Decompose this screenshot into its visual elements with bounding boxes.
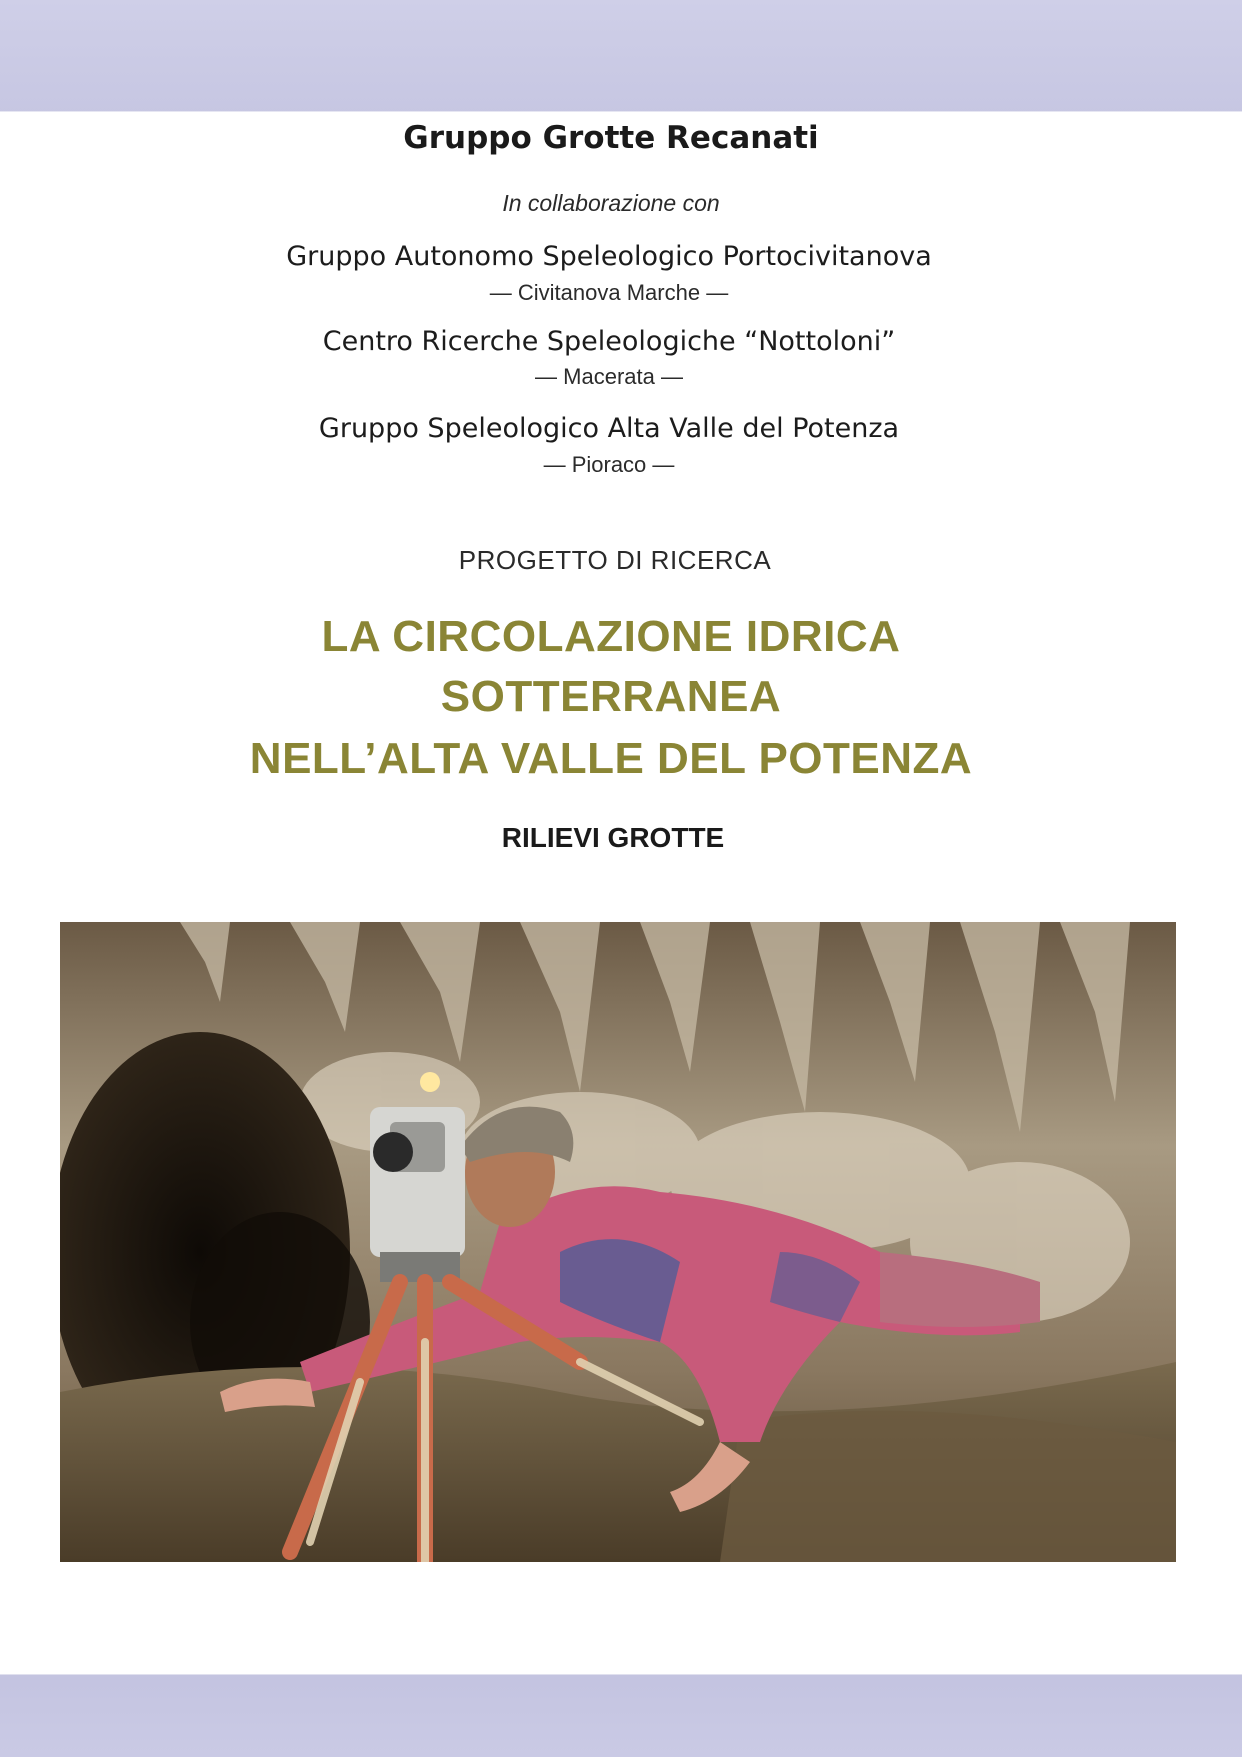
cave-survey-photo (60, 922, 1176, 1562)
scan-margin-bottom (0, 1668, 1242, 1757)
partner-name-3: Gruppo Speleologico Alta Valle del Potenza (318, 413, 900, 444)
partner-name-1: Gruppo Autonomo Speleologico Portocivitanova (286, 241, 932, 272)
cave-photo-illustration (60, 922, 1176, 1562)
partner-place-3: — Pioraco — (543, 452, 675, 477)
scan-margin-top (0, 0, 1242, 118)
partner-place-2: — Macerata — (535, 364, 683, 389)
partner-place-1: — Civitanova Marche — (489, 280, 729, 305)
collaboration-label: In collaborazione con (502, 190, 720, 216)
organization-name: Gruppo Grotte Recanati (403, 120, 819, 156)
title-line-2: SOTTERRANEA (440, 672, 782, 721)
title-line-1: LA CIRCOLAZIONE IDRICA (321, 612, 901, 661)
title-line-3: NELL’ALTA VALLE DEL POTENZA (249, 734, 973, 783)
project-label: PROGETTO DI RICERCA (458, 545, 772, 575)
partner-name-2: Centro Ricerche Speleologiche “Nottoloni” (322, 326, 896, 357)
subtitle: RILIEVI GROTTE (501, 822, 725, 853)
